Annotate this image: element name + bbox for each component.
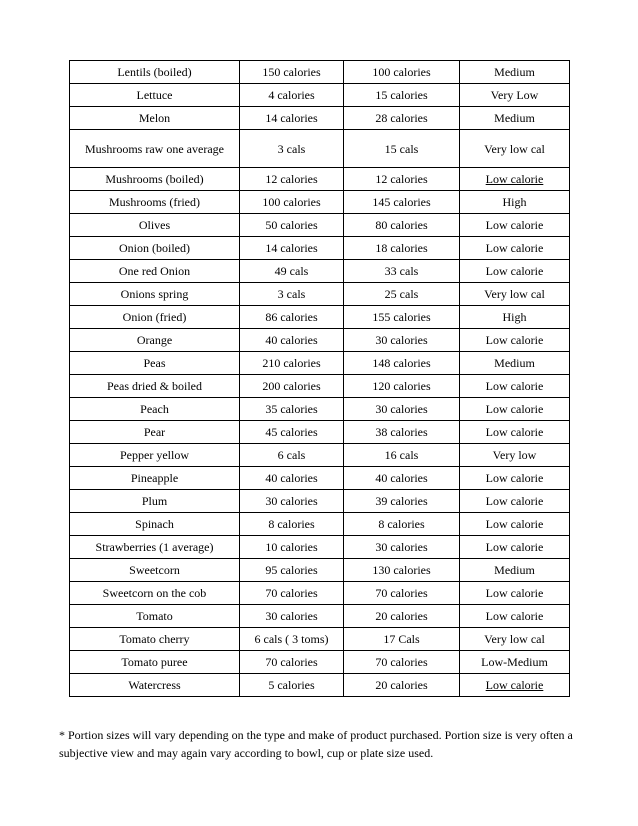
per-100g-calories-cell: 130 calories (344, 559, 460, 582)
table-row (70, 61, 570, 84)
table-row (70, 329, 570, 352)
calorie-rating-cell: High (460, 191, 570, 214)
calorie-rating-cell: High (460, 306, 570, 329)
per-100g-calories-cell: 155 calories (344, 306, 460, 329)
calorie-rating-cell: Medium (460, 352, 570, 375)
calorie-rating-cell: Very low cal (460, 283, 570, 306)
calorie-rating-cell: Low calorie (460, 329, 570, 352)
table-row (70, 490, 570, 513)
table-row (70, 352, 570, 375)
food-name-cell: Mushrooms (fried) (70, 191, 240, 214)
per-100g-calories-cell: 100 calories (344, 61, 460, 84)
table-row (70, 168, 570, 191)
per-100g-calories-cell: 16 cals (344, 444, 460, 467)
portion-calories-cell: 45 calories (240, 421, 344, 444)
portion-calories-cell: 49 cals (240, 260, 344, 283)
calorie-rating-cell: Low calorie (460, 398, 570, 421)
per-100g-calories-cell: 70 calories (344, 582, 460, 605)
calorie-rating-cell: Low calorie (460, 513, 570, 536)
calorie-rating-cell: Low calorie (460, 421, 570, 444)
table-row (70, 628, 570, 651)
table-row (70, 513, 570, 536)
portion-calories-cell: 100 calories (240, 191, 344, 214)
calorie-table-body (70, 61, 570, 697)
calorie-rating-cell: Low-Medium (460, 651, 570, 674)
portion-calories-cell: 210 calories (240, 352, 344, 375)
table-row (70, 375, 570, 398)
footnote: * Portion sizes will vary depending on the type and make of product purchased. Portion size is very often a subjective view and may again vary according to bowl, cup or plate size used. (59, 728, 573, 760)
portion-calories-cell: 12 calories (240, 168, 344, 191)
food-name-cell: Pineapple (70, 467, 240, 490)
portion-calories-cell: 6 cals ( 3 toms) (240, 628, 344, 651)
portion-calories-cell: 35 calories (240, 398, 344, 421)
per-100g-calories-cell: 15 cals (344, 130, 460, 168)
per-100g-calories-cell: 25 cals (344, 283, 460, 306)
per-100g-calories-cell: 70 calories (344, 651, 460, 674)
per-100g-calories-cell: 20 calories (344, 674, 460, 697)
portion-calories-cell: 10 calories (240, 536, 344, 559)
per-100g-calories-cell: 30 calories (344, 398, 460, 421)
calorie-rating-cell: Low calorie (460, 467, 570, 490)
food-name-cell: Mushrooms raw one average (70, 130, 240, 168)
table-row (70, 605, 570, 628)
calorie-rating-cell: Low calorie (460, 260, 570, 283)
food-name-cell: Melon (70, 107, 240, 130)
per-100g-calories-cell: 145 calories (344, 191, 460, 214)
portion-calories-cell: 200 calories (240, 375, 344, 398)
per-100g-calories-cell: 120 calories (344, 375, 460, 398)
table-row (70, 84, 570, 107)
calorie-rating-cell: Low calorie (460, 490, 570, 513)
per-100g-calories-cell: 40 calories (344, 467, 460, 490)
food-name-cell: Watercress (70, 674, 240, 697)
food-name-cell: Strawberries (1 average) (70, 536, 240, 559)
calorie-rating-cell: Very low cal (460, 130, 570, 168)
table-row (70, 536, 570, 559)
table-row (70, 467, 570, 490)
portion-calories-cell: 30 calories (240, 605, 344, 628)
food-name-cell: Orange (70, 329, 240, 352)
portion-calories-cell: 70 calories (240, 582, 344, 605)
portion-calories-cell: 4 calories (240, 84, 344, 107)
calorie-table (69, 60, 570, 697)
portion-calories-cell: 3 cals (240, 130, 344, 168)
food-name-cell: Lettuce (70, 84, 240, 107)
table-row (70, 107, 570, 130)
portion-calories-cell: 86 calories (240, 306, 344, 329)
food-name-cell: Onion (fried) (70, 306, 240, 329)
portion-calories-cell: 6 cals (240, 444, 344, 467)
per-100g-calories-cell: 30 calories (344, 329, 460, 352)
calorie-rating-cell: Low calorie (460, 375, 570, 398)
calorie-rating-cell: Medium (460, 559, 570, 582)
portion-calories-cell: 150 calories (240, 61, 344, 84)
calorie-rating-cell: Very low cal (460, 628, 570, 651)
calorie-rating-cell: Low calorie (460, 237, 570, 260)
table-row (70, 651, 570, 674)
food-name-cell: Peas dried & boiled (70, 375, 240, 398)
calorie-rating-cell: Medium (460, 107, 570, 130)
per-100g-calories-cell: 30 calories (344, 536, 460, 559)
table-row (70, 306, 570, 329)
table-row (70, 582, 570, 605)
portion-calories-cell: 3 cals (240, 283, 344, 306)
table-row (70, 237, 570, 260)
food-name-cell: Tomato (70, 605, 240, 628)
portion-calories-cell: 70 calories (240, 651, 344, 674)
table-row (70, 260, 570, 283)
food-name-cell: Sweetcorn on the cob (70, 582, 240, 605)
table-row (70, 214, 570, 237)
food-name-cell: Pepper yellow (70, 444, 240, 467)
calorie-rating-cell: Low calorie (460, 605, 570, 628)
table-row (70, 398, 570, 421)
per-100g-calories-cell: 12 calories (344, 168, 460, 191)
food-name-cell: Sweetcorn (70, 559, 240, 582)
per-100g-calories-cell: 15 calories (344, 84, 460, 107)
portion-calories-cell: 40 calories (240, 467, 344, 490)
food-name-cell: One red Onion (70, 260, 240, 283)
food-name-cell: Lentils (boiled) (70, 61, 240, 84)
table-row (70, 444, 570, 467)
food-name-cell: Tomato cherry (70, 628, 240, 651)
calorie-rating-cell: Very Low (460, 84, 570, 107)
per-100g-calories-cell: 148 calories (344, 352, 460, 375)
per-100g-calories-cell: 20 calories (344, 605, 460, 628)
calorie-rating-cell: Medium (460, 61, 570, 84)
calorie-rating-cell: Low calorie (460, 536, 570, 559)
food-name-cell: Spinach (70, 513, 240, 536)
table-row (70, 559, 570, 582)
calorie-rating-cell: Low calorie (460, 674, 570, 697)
calorie-rating-cell: Very low (460, 444, 570, 467)
per-100g-calories-cell: 33 cals (344, 260, 460, 283)
portion-calories-cell: 30 calories (240, 490, 344, 513)
food-name-cell: Olives (70, 214, 240, 237)
table-row (70, 283, 570, 306)
portion-calories-cell: 95 calories (240, 559, 344, 582)
portion-calories-cell: 40 calories (240, 329, 344, 352)
per-100g-calories-cell: 18 calories (344, 237, 460, 260)
per-100g-calories-cell: 80 calories (344, 214, 460, 237)
portion-calories-cell: 50 calories (240, 214, 344, 237)
food-name-cell: Onion (boiled) (70, 237, 240, 260)
food-name-cell: Tomato puree (70, 651, 240, 674)
table-row (70, 421, 570, 444)
per-100g-calories-cell: 17 Cals (344, 628, 460, 651)
food-name-cell: Mushrooms (boiled) (70, 168, 240, 191)
food-name-cell: Pear (70, 421, 240, 444)
per-100g-calories-cell: 38 calories (344, 421, 460, 444)
portion-calories-cell: 8 calories (240, 513, 344, 536)
portion-calories-cell: 14 calories (240, 107, 344, 130)
per-100g-calories-cell: 28 calories (344, 107, 460, 130)
food-name-cell: Peach (70, 398, 240, 421)
portion-calories-cell: 14 calories (240, 237, 344, 260)
table-row (70, 191, 570, 214)
per-100g-calories-cell: 39 calories (344, 490, 460, 513)
calorie-rating-cell: Low calorie (460, 582, 570, 605)
food-name-cell: Plum (70, 490, 240, 513)
calorie-rating-cell: Low calorie (460, 168, 570, 191)
per-100g-calories-cell: 8 calories (344, 513, 460, 536)
calorie-rating-cell: Low calorie (460, 214, 570, 237)
food-name-cell: Onions spring (70, 283, 240, 306)
table-row (70, 674, 570, 697)
portion-calories-cell: 5 calories (240, 674, 344, 697)
table-row (70, 130, 570, 168)
food-name-cell: Peas (70, 352, 240, 375)
